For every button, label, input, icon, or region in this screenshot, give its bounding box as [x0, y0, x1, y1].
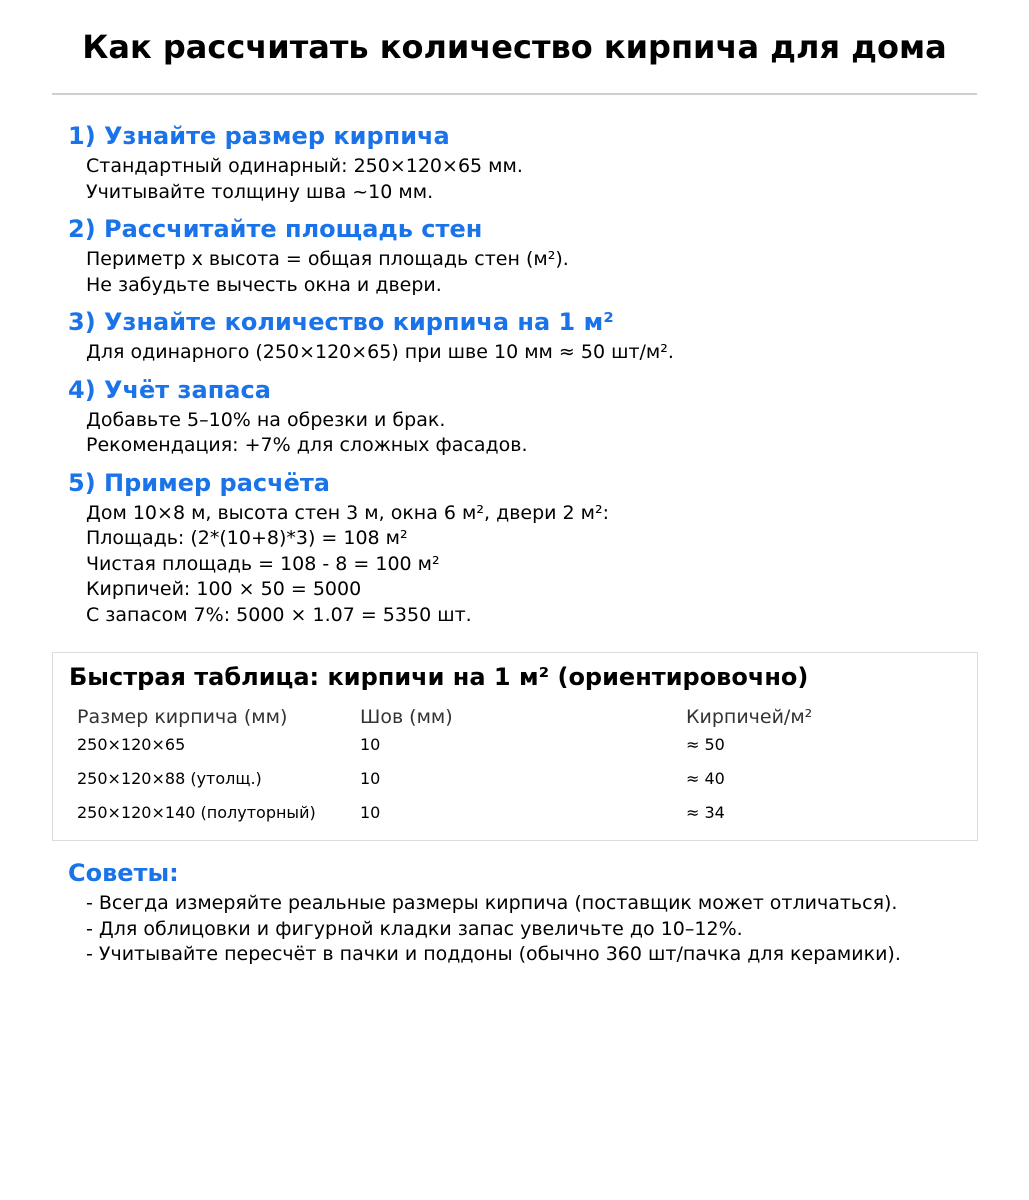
table-cell: 250×120×65: [77, 735, 186, 754]
title-divider: [52, 93, 977, 95]
step-text: Рекомендация: +7% для сложных фасадов.: [86, 434, 528, 456]
step-4: [68, 375, 1008, 459]
table-cell: 10: [360, 803, 381, 822]
step-text: Кирпичей: 100 × 50 = 5000: [86, 578, 362, 600]
tip-item: - Учитывайте пересчёт в пачки и поддоны (обычно 360 шт/пачка для керамики).: [86, 943, 901, 965]
step-3: [68, 307, 1008, 366]
tip-item: - Всегда измеряйте реальные размеры кирпича (поставщик может отличаться).: [86, 892, 898, 914]
step-heading: 1) Узнайте размер кирпича: [68, 122, 450, 150]
step-text: Добавьте 5–10% на обрезки и брак.: [86, 408, 446, 431]
step-heading: 3) Узнайте количество кирпича на 1 м²: [68, 308, 614, 336]
table-cell: 250×120×140 (полуторный): [77, 803, 316, 822]
table-cell: ≈ 50: [686, 735, 725, 754]
tip-item: - Для облицовки и фигурной кладки запас увеличьте до 10–12%.: [86, 917, 743, 940]
steps-list: [68, 112, 1008, 628]
tips-section: [68, 858, 1018, 968]
table-cell: 10: [360, 735, 381, 754]
step-text: С запасом 7%: 5000 × 1.07 = 5350 шт.: [86, 603, 472, 626]
step-text: Дом 10×8 м, высота стен 3 м, окна 6 м², двери 2 м²:: [86, 501, 610, 524]
column-header: Размер кирпича (мм): [77, 706, 288, 728]
table-cell: ≈ 34: [686, 803, 725, 822]
step-heading: 2) Рассчитайте площадь стен: [68, 215, 483, 243]
table-cell: 10: [360, 769, 381, 788]
tips-heading: Советы:: [68, 859, 179, 887]
step-2: [68, 214, 1008, 298]
step-1: [68, 121, 1008, 205]
quick-table: [52, 652, 978, 841]
step-heading: 5) Пример расчёта: [68, 468, 330, 497]
step-5: [68, 468, 1008, 629]
step-text: Стандартный одинарный: 250×120×65 мм.: [86, 155, 523, 177]
table-cell: ≈ 40: [686, 769, 725, 788]
step-text: Чистая площадь = 108 - 8 = 100 м²: [86, 552, 440, 575]
step-text: Площадь: (2*(10+8)*3) = 108 м²: [86, 527, 408, 549]
step-text: Периметр x высота = общая площадь стен (м²).: [86, 248, 569, 270]
table-title: Быстрая таблица: кирпичи на 1 м² (ориентировочно): [69, 663, 809, 691]
step-text: Учитывайте толщину шва ~10 мм.: [86, 180, 434, 203]
step-text: Не забудьте вычесть окна и двери.: [86, 273, 442, 296]
page-title: Как рассчитать количество кирпича для дома: [82, 28, 947, 66]
column-header: Шов (мм): [360, 706, 453, 728]
step-heading: 4) Учёт запаса: [68, 375, 271, 404]
table-cell: 250×120×88 (утолщ.): [77, 769, 262, 788]
column-header: Кирпичей/м²: [686, 706, 813, 728]
step-text: Для одинарного (250×120×65) при шве 10 мм ≈ 50 шт/м².: [86, 341, 674, 363]
